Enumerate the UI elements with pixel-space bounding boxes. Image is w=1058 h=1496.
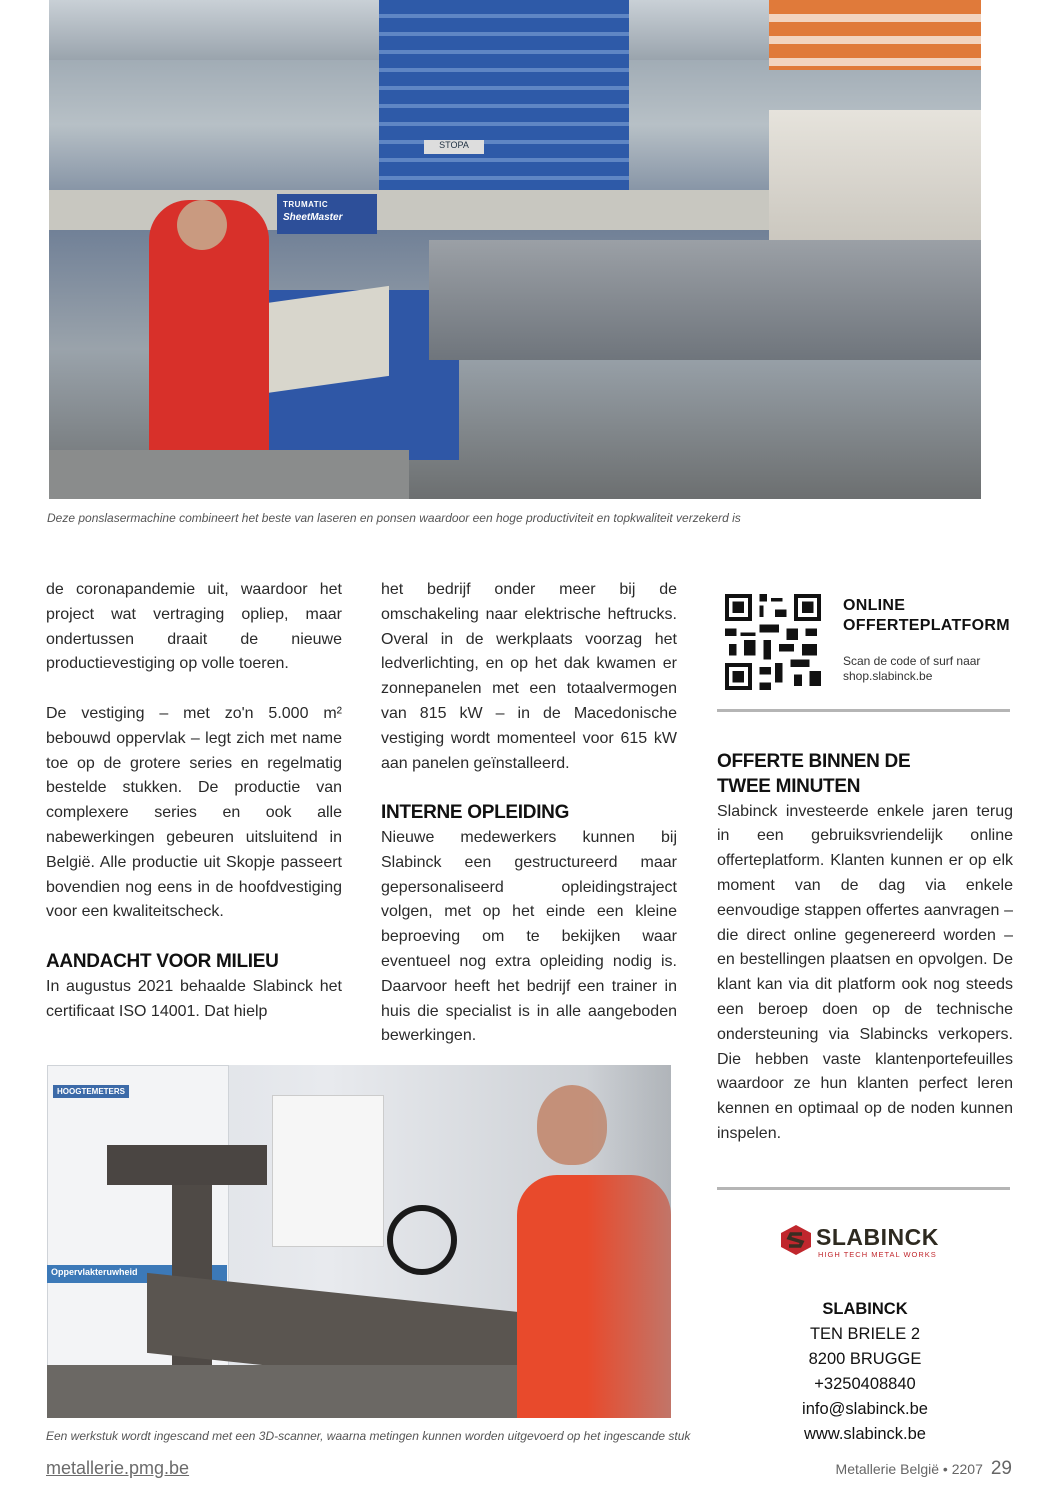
phone: +3250408840 — [814, 1375, 916, 1393]
paragraph: de coronapandemie uit, waardoor het project wat vertraging opliep, maar ondertussen draait de nieuwe productievestiging op volle toeren. — [46, 581, 342, 673]
issue-label: Metallerie België • 2207 — [835, 1461, 983, 1477]
sidebox-text — [843, 654, 980, 684]
section-heading: INTERNE OPLEIDING — [381, 802, 570, 824]
section-heading — [717, 750, 1013, 800]
qr-code[interactable] — [725, 594, 821, 690]
article-column-2 — [381, 578, 677, 1074]
city: 8200 BRUGGE — [808, 1350, 922, 1368]
paragraph: Slabinck investeerde enkele jaren terug in een gebruiksvriendelijk online offerteplatform. Klanten kunnen er op elk moment van de dag via enkele eenvoudige stappen offertes aanvragen – die direct online gegenereerd worden – en bestellingen plaatsen en opvolgen. De klant kan via dit platform ook nog steeds een beroep doen op de technische ondersteuning via Slabincks verkopers. Die hebben vaste klantenportefeuilles waardoor ze hun klanten perfect leren kennen en optimaal op de noden kunnen inspelen. — [717, 802, 1013, 1142]
logo-tagline: HIGH TECH METAL WORKS — [818, 1250, 937, 1259]
stopa-label-text: STOPA — [439, 140, 469, 150]
photo-caption: Een werkstuk wordt ingescand met een 3D-scanner, waarna metingen kunnen worden uitgevoerd op het ingescande stuk — [46, 1429, 691, 1443]
paragraph: Nieuwe medewerkers kunnen bij Slabinck een gestructureerd maar gepersonaliseerd opleidingstraject volgen, met op het einde een kleine beproeving om te bekijken waar eventueel nog extra opleiding nodig is. Daarvoor heeft het bedrijf een trainer in huis die specialist is in alle aangeboden bewerkingen. — [381, 828, 677, 1045]
sidebox-title — [843, 596, 1010, 636]
article-column-1 — [46, 578, 342, 1049]
heading-line: TWEE MINUTEN — [717, 775, 861, 797]
sidebox-title-line: ONLINE — [843, 597, 906, 614]
page-number: 29 — [990, 1458, 1012, 1479]
logo-name: SLABINCK — [816, 1224, 939, 1250]
paragraph: In augustus 2021 behaalde Slabinck het certificaat ISO 14001. Dat hielp — [46, 977, 342, 1020]
photo-caption: Deze ponslasermachine combineert het beste van laseren en ponsen waardoor een hoge productiviteit en topkwaliteit verzekerd is — [47, 511, 741, 525]
contact-address — [717, 1297, 1013, 1447]
machine-photo — [49, 0, 981, 499]
poster-label: Oppervlakteruwheid — [47, 1265, 227, 1283]
machine-label — [277, 194, 377, 234]
sidebox-title-line: OFFERTEPLATFORM — [843, 617, 1010, 634]
shop-link[interactable]: shop.slabinck.be — [843, 669, 933, 683]
sidebox-instruction: Scan de code of surf naar — [843, 654, 981, 668]
poster-label: HOOGTEMETERS — [53, 1085, 129, 1098]
paragraph: het bedrijf onder meer bij de omschakeling naar elektrische heftrucks. Overal in de werkplaats voorzag het ledverlichting, en op het dak kwamen er zonnepanelen met een totaalvermogen van 815 kW – in de Macedonische vestiging wordt momenteel voor 615 kW aan panelen geïnstalleerd. — [381, 581, 677, 772]
footer-site-link[interactable]: metallerie.pmg.be — [46, 1458, 190, 1478]
heading-line: OFFERTE BINNEN DE — [717, 751, 911, 772]
section-heading: AANDACHT VOOR MILIEU — [46, 950, 279, 972]
divider — [717, 1187, 1010, 1190]
footer-issue — [836, 1458, 1012, 1480]
scanner-photo — [47, 1065, 671, 1418]
stopa-label — [424, 140, 484, 154]
machine-label-text: SheetMaster — [283, 212, 343, 223]
paragraph: De vestiging – met zo'n 5.000 m² bebouwd oppervlak – legt zich met name toe op de grotere series en regelmatig bestelde stukken. De productie van complexere series en ook alle nabewerkingen gebeuren uitsluitend in België. Alle productie uit Skopje passeert bovendien nog eens in de hoofdvestiging voor een kwaliteitscheck. — [46, 704, 342, 921]
slabinck-logo — [780, 1222, 950, 1262]
street: TEN BRIELE 2 — [809, 1325, 921, 1343]
website-link[interactable]: www.slabinck.be — [804, 1425, 926, 1443]
company-name: SLABINCK — [822, 1300, 908, 1318]
article-column-3 — [717, 750, 1013, 1172]
divider — [717, 709, 1010, 712]
logo-mark-icon — [780, 1224, 812, 1256]
email-link[interactable]: info@slabinck.be — [802, 1400, 928, 1418]
machine-brand-text: TRUMATIC — [283, 200, 329, 209]
